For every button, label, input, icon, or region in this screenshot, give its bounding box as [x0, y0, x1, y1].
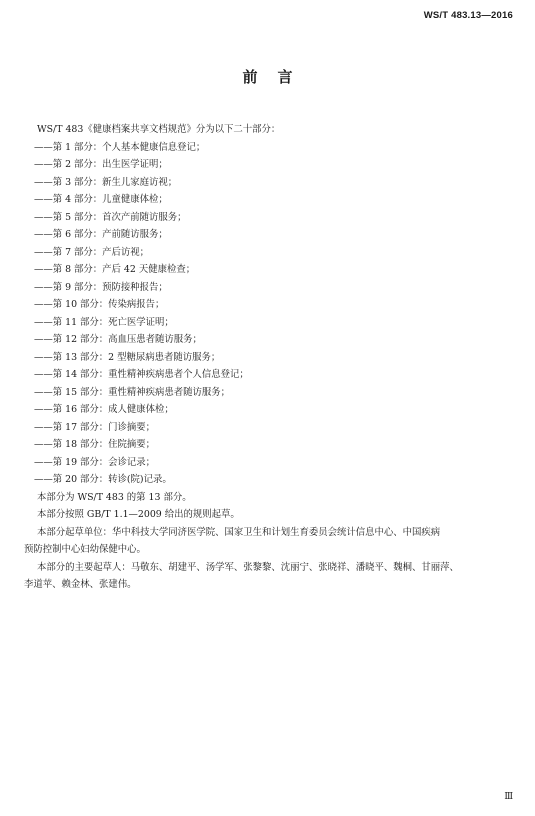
list-item: ——第 18 部分：住院摘要； — [34, 439, 156, 450]
list-item: ——第 16 部分：成人健康体检； — [34, 404, 174, 415]
part-of-statement: 本部分为 WS/T 483 的第 13 部分。 — [37, 491, 192, 503]
title-char-1: 前 — [242, 68, 258, 86]
parts-list — [34, 139, 507, 489]
drafting-units-line-2: 预防控制中心妇幼保健中心。 — [24, 544, 146, 555]
list-item: ——第 15 部分：重性精神疾病患者随访服务； — [34, 386, 231, 398]
list-item: ——第 10 部分：传染病报告； — [34, 299, 165, 310]
list-item: ——第 9 部分：预防接种报告； — [34, 281, 168, 293]
page-title — [0, 66, 535, 87]
title-char-2: 言 — [277, 68, 293, 86]
list-item: ——第 4 部分：儿童健康体检； — [34, 194, 168, 205]
standard-code-header: WS/T 483.13—2016 — [423, 10, 513, 21]
list-item: ——第 20 部分：转诊(院)记录。 — [34, 474, 172, 485]
list-item: ——第 2 部分：出生医学证明； — [34, 159, 168, 170]
list-item: ——第 6 部分：产前随访服务； — [34, 229, 168, 240]
list-item: ——第 12 部分：高血压患者随访服务； — [34, 334, 202, 345]
list-item: ——第 3 部分：新生儿家庭访视； — [34, 176, 178, 188]
list-item: ——第 13 部分：2 型糖尿病患者随访服务； — [34, 351, 221, 363]
drafters-line-1: 本部分的主要起草人：马敬东、胡建平、汤学军、张黎黎、沈丽宁、张晓祥、潘晓平、魏桐、甘丽萍、 — [37, 561, 459, 573]
list-item: ——第 8 部分：产后 42 天健康检查； — [34, 264, 196, 275]
list-item: ——第 17 部分：门诊摘要； — [34, 421, 156, 433]
list-item: ——第 11 部分：死亡医学证明； — [34, 316, 174, 328]
list-item: ——第 19 部分：会诊记录； — [34, 456, 156, 468]
foreword-body — [24, 121, 507, 594]
drafting-units-line-1: 本部分起草单位：华中科技大学同济医学院、国家卫生和计划生育委员会统计信息中心、中国疾病 — [37, 526, 441, 538]
list-item: ——第 14 部分：重性精神疾病患者个人信息登记； — [34, 369, 249, 380]
list-item: ——第 5 部分：首次产前随访服务； — [34, 211, 187, 223]
page-number: Ⅲ — [504, 792, 513, 802]
drafting-rule-statement: 本部分按照 GB/T 1.1—2009 给出的规则起草。 — [37, 509, 240, 520]
drafters-line-2: 李道苹、赖金林、张建伟。 — [24, 579, 137, 590]
intro-paragraph: WS/T 483《健康档案共享文档规范》分为以下二十部分： — [37, 124, 281, 135]
list-item: ——第 7 部分：产后访视； — [34, 246, 150, 258]
list-item: ——第 1 部分：个人基本健康信息登记； — [34, 141, 206, 153]
